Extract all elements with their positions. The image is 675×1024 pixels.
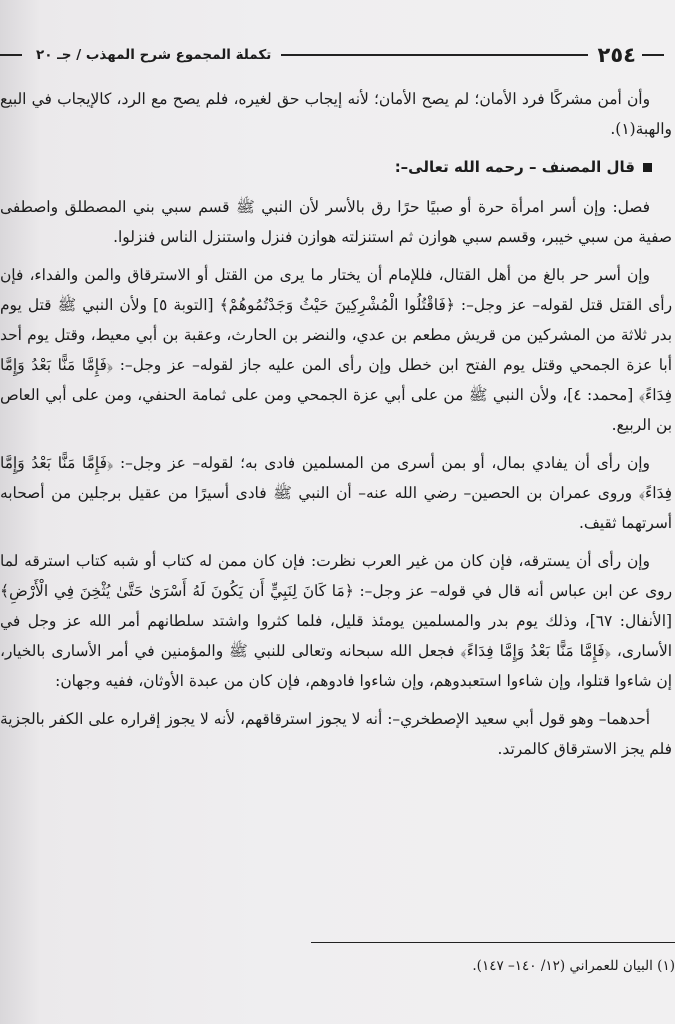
paragraph-4: وإن رأى أن يفادي بمال، أو بمن أسرى من المسلمين فادى به؛ لقوله– عز وجل–: ﴿فَإِمَّا مَنًّا بَعْدُ وَإِمَّا فِدَاءً﴾ وروى عمران بن الحصين– رضي الله عنه– أن النبي ﷺ فادى أسيرًا من عقيل برجلين من أصحابه أسرتهما ثقيف.: [0, 454, 672, 532]
book-title: تكملة المجموع شرح المهذب / جـ ٢٠: [36, 47, 272, 63]
main-text: [0, 84, 672, 772]
header-dash: [642, 54, 664, 56]
page-number: ٢٥٤: [597, 43, 636, 67]
paragraph-5: وإن رأى أن يسترقه، فإن كان من غير العرب نظرت: فإن كان ممن له كتاب أو شبه كتاب استرقه لما روى عن ابن عباس أنه قال في قوله– عز وجل–: ﴿مَا كَانَ لِنَبِيٍّ أَن يَكُونَ لَهُ أَسْرَىٰ حَتَّىٰ يُثْخِنَ فِي الْأَرْضِ﴾ [الأنفال: ٦٧]، وذلك يوم بدر والمسلمين يومئذ قليل، فلما كثروا واشتد سلطانهم أمر الله عز وجل في الأسارى، ﴿فَإِمَّا مَنًّا بَعْدُ وَإِمَّا فِدَاءً﴾ فجعل الله سبحانه وتعالى للنبي ﷺ والمؤمنين في أمر الأسارى بالخيار، إن شاءوا قتلوا، وإن شاءوا استعبدوهم، وإن شاءوا فادوهم، فإن كان من عبدة الأوثان، ففيه وجهان:: [0, 552, 672, 690]
header-dash: [0, 54, 22, 56]
header-rule: [281, 54, 587, 56]
bullet-square-icon: [643, 163, 652, 172]
footnote-divider: [311, 942, 675, 943]
section-heading-text: قال المصنف – رحمه الله تعالى–:: [394, 158, 635, 176]
paragraph-1: وأن أمن مشركًا فرد الأمان؛ لم يصح الأمان؛ لأنه إيجاب حق لغيره، فلم يصح مع الرد، كالإيجاب في البيع والهبة(١).: [0, 90, 672, 138]
paragraph-6: أحدهما– وهو قول أبي سعيد الإصطخري–: أنه لا يجوز استرقاقهم، لأنه لا يجوز إقراره على الكفر بالجزية فلم يجز الاسترقاق كالمرتد.: [0, 710, 672, 758]
paragraph-3: وإن أسر حر بالغ من أهل القتال، فللإمام أن يختار ما يرى من القتل أو الاسترقاق والمن والفداء، فإن رأى القتل قتل لقوله– عز وجل–: ﴿فَاقْتُلُوا الْمُشْرِكِينَ حَيْثُ وَجَدْتُمُوهُمْ﴾ [التوبة ٥] ولأن النبي ﷺ قتل يوم بدر ثلاثة من المشركين من قريش مطعم بن عدي، والنضر بن الحارث، وعقبة بن أبي معيط، وقتل يوم أحد أبا عزة الجمحي وقتل يوم الفتح ابن خطل وإن رأى المن عليه جاز لقوله– عز وجل–: ﴿فَإِمَّا مَنًّا بَعْدُ وَإِمَّا فِدَاءً﴾ [محمد: ٤]، ولأن النبي ﷺ من على أبي عزة الجمحي ومن على ثمامة الحنفي، ومن على أبي العاص بن الربيع.: [0, 266, 673, 434]
paragraph-fasl: فصل: وإن أسر امرأة حرة أو صبيًا حرًا رق بالأسر لأن النبي ﷺ قسم سبي بني المصطلق واصطفى صفية من سبي خيبر، وقسم سبي هوازن ثم استنزلته هوازن فنزل واستنزل الناس فنزلوا.: [0, 198, 672, 246]
section-heading: [0, 152, 652, 182]
running-header: [0, 40, 664, 70]
footnote: (١) البيان للعمراني (١٢/ ١٤٠– ١٤٧).: [472, 958, 675, 974]
